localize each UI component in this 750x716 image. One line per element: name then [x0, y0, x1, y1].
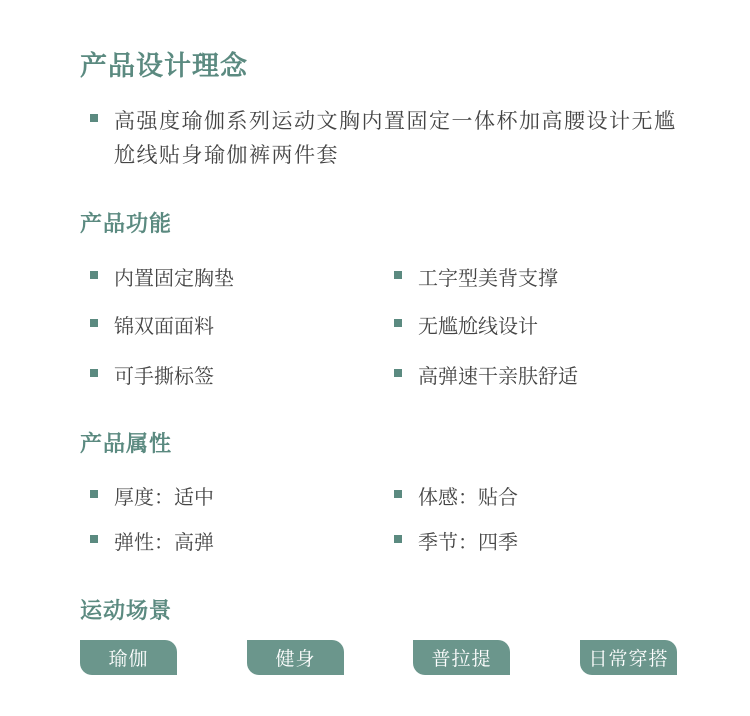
- scene-tag-fitness: 健身: [247, 640, 344, 675]
- function-text: 无尴尬线设计: [418, 314, 538, 338]
- function-item: [418, 310, 538, 339]
- bullet-square-icon: [90, 490, 98, 498]
- functions-heading: 产品功能: [80, 212, 173, 237]
- bullet-square-icon: [394, 490, 402, 498]
- attribute-item: [114, 526, 214, 555]
- bullet-square-icon: [394, 319, 402, 327]
- bullet-square-icon: [394, 369, 402, 377]
- concept-text: 高强度瑜伽系列运动文胸内置固定一体杯加高腰设计无尴尬线贴身瑜伽裤两件套: [114, 109, 677, 167]
- attribute-text: 厚度：适中: [114, 485, 214, 509]
- attribute-item: [418, 526, 518, 555]
- function-item: [114, 360, 214, 389]
- function-item: [114, 310, 214, 339]
- scene-tag-yoga: 瑜伽: [80, 640, 177, 675]
- function-text: 高弹速干亲肤舒适: [418, 364, 578, 388]
- function-text: 锦双面面料: [114, 314, 214, 338]
- function-item: [418, 262, 558, 291]
- attributes-heading: 产品属性: [80, 432, 173, 457]
- function-item: [114, 262, 234, 291]
- attribute-item: [114, 481, 214, 510]
- concept-heading: 产品设计理念: [80, 51, 248, 82]
- scene-tag-daily-wear: 日常穿搭: [580, 640, 677, 675]
- bullet-square-icon: [90, 114, 98, 122]
- attribute-text: 弹性：高弹: [114, 530, 214, 554]
- concept-bullet: [114, 104, 684, 172]
- function-text: 可手撕标签: [114, 364, 214, 388]
- bullet-square-icon: [394, 535, 402, 543]
- scenes-heading: 运动场景: [80, 599, 173, 624]
- function-item: [418, 360, 578, 389]
- bullet-square-icon: [90, 271, 98, 279]
- attribute-item: [418, 481, 518, 510]
- scene-tag-pilates: 普拉提: [413, 640, 510, 675]
- attribute-text: 体感：贴合: [418, 485, 518, 509]
- bullet-square-icon: [90, 535, 98, 543]
- function-text: 工字型美背支撑: [418, 266, 558, 290]
- bullet-square-icon: [394, 271, 402, 279]
- bullet-square-icon: [90, 369, 98, 377]
- function-text: 内置固定胸垫: [114, 266, 234, 290]
- attribute-text: 季节：四季: [418, 530, 518, 554]
- bullet-square-icon: [90, 319, 98, 327]
